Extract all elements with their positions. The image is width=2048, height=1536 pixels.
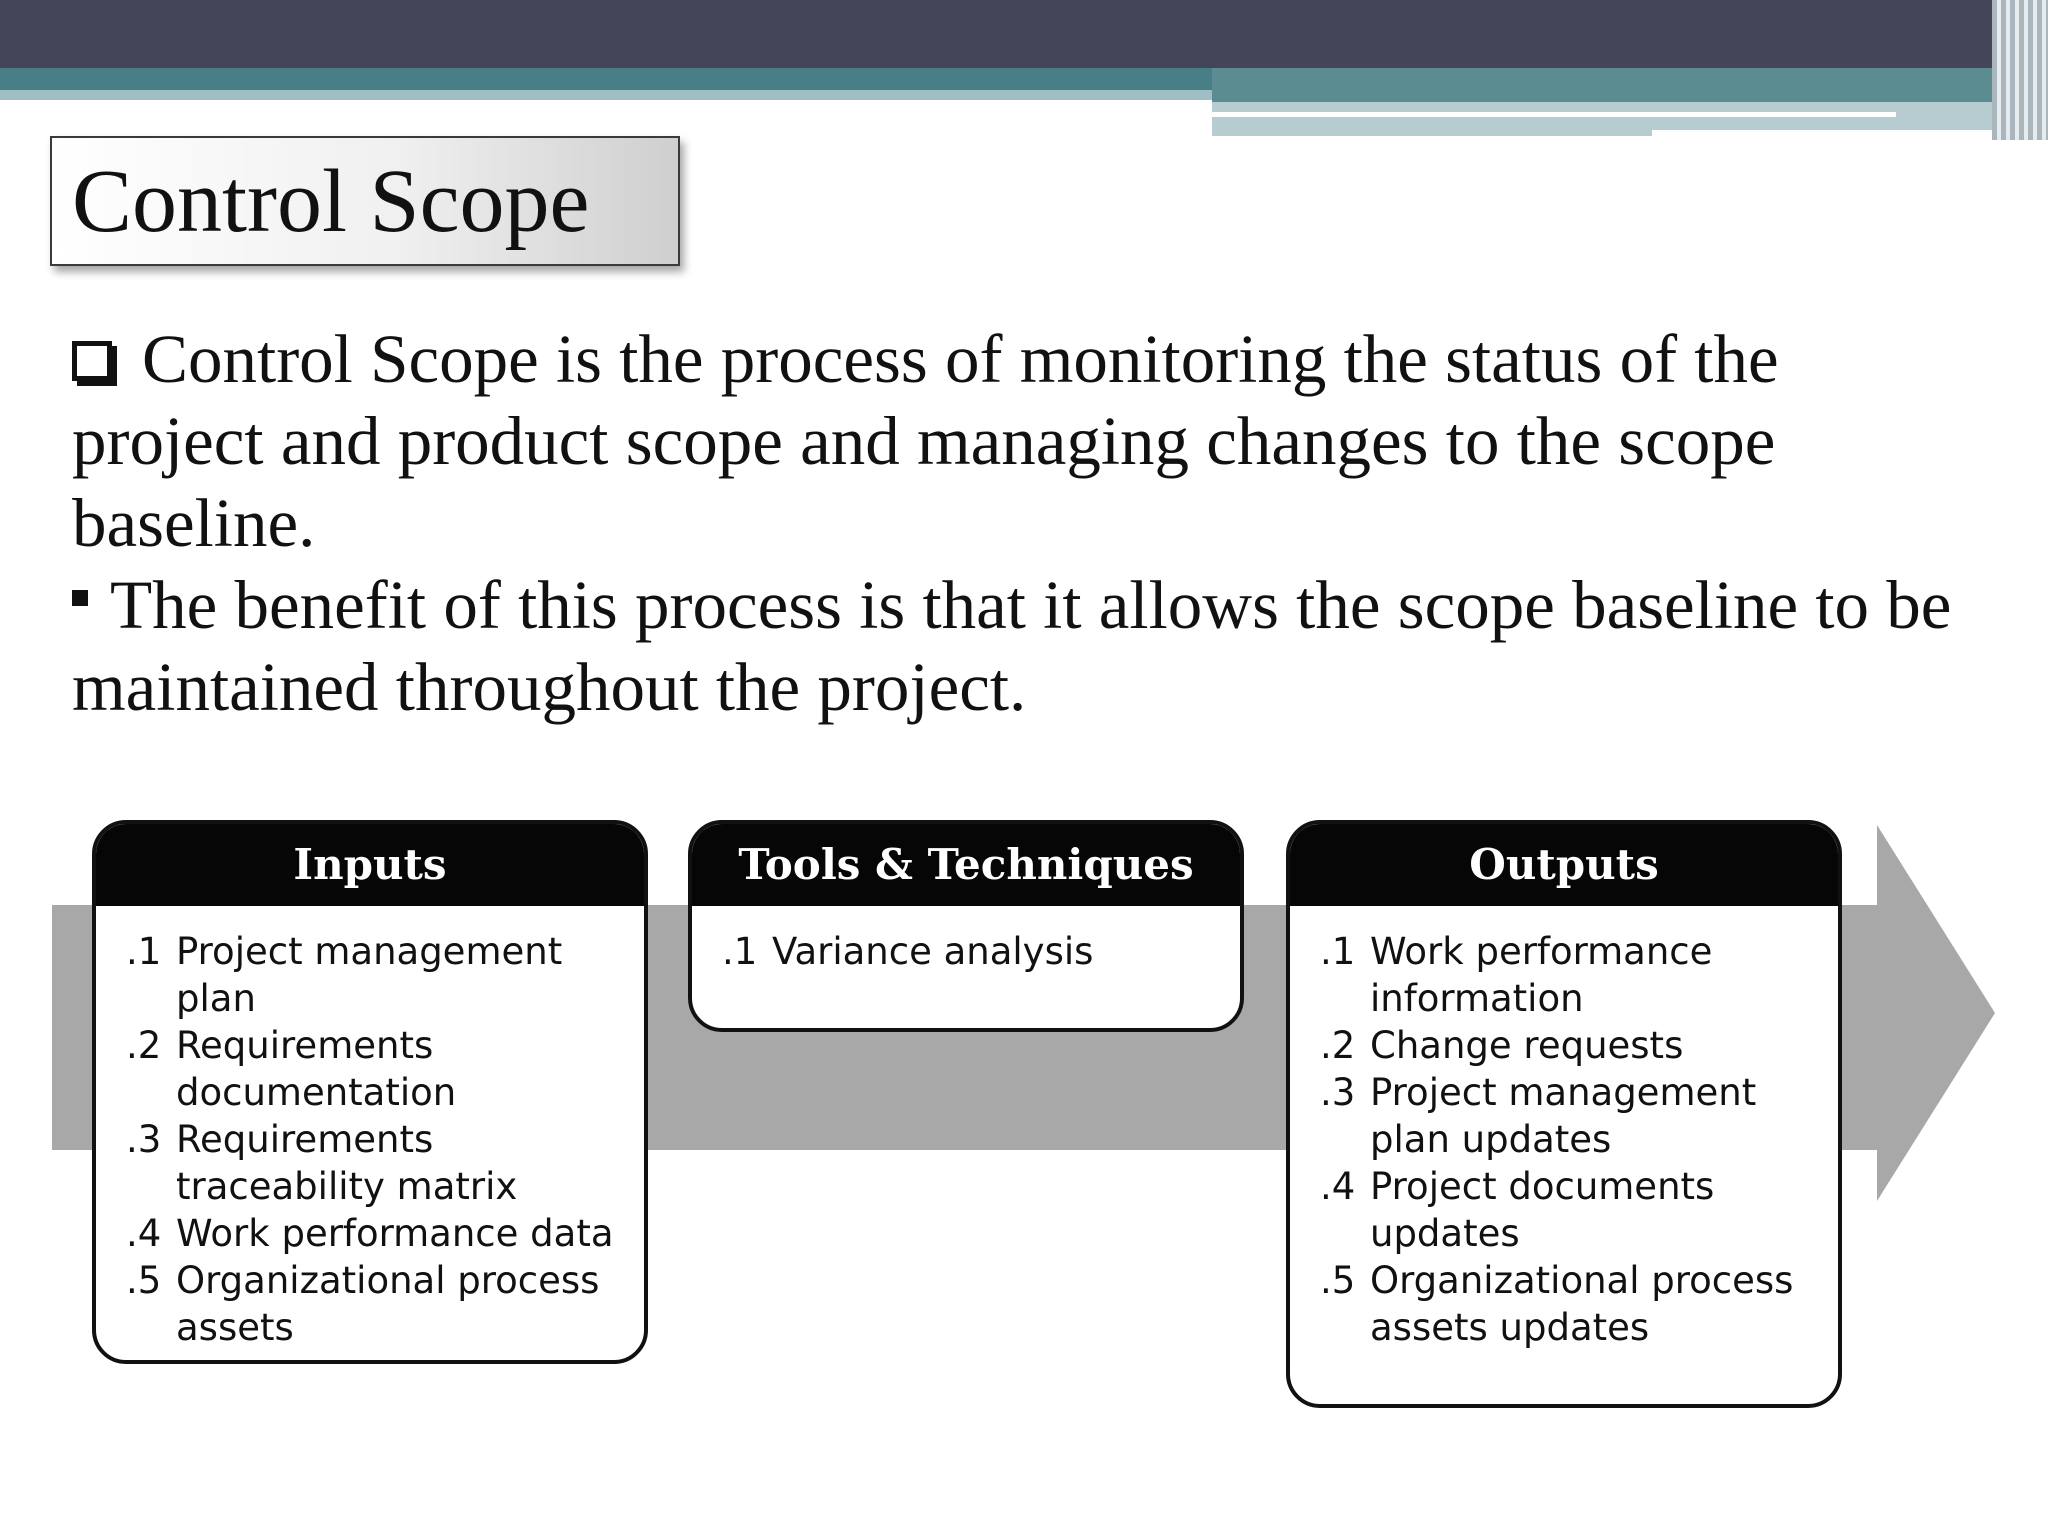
item-text: Project management plan — [176, 930, 563, 1020]
item-number: .4 — [1320, 1165, 1356, 1208]
item-number: .1 — [1320, 930, 1356, 973]
list-item — [1320, 1257, 1838, 1351]
list-item — [126, 1210, 644, 1257]
item-number: .1 — [722, 930, 758, 973]
list-item — [1320, 1022, 1838, 1069]
banner-right-line-short — [1652, 130, 2012, 138]
list-item — [1320, 1163, 1838, 1257]
body-text — [72, 318, 1972, 728]
tools-header: Tools & Techniques — [692, 824, 1240, 906]
paragraph-definition — [72, 318, 1972, 564]
top-banner — [0, 0, 2048, 68]
paragraph-benefit — [72, 564, 1972, 728]
tools-list — [692, 906, 1240, 975]
item-number: .2 — [1320, 1024, 1356, 1067]
banner-edge-stripes — [1992, 0, 2048, 140]
banner-right-stripe — [1212, 68, 2012, 102]
list-item — [126, 928, 644, 1022]
process-diagram — [52, 800, 2000, 1420]
item-text: Organizational process assets updates — [1370, 1259, 1794, 1349]
item-text: Organizational process assets — [176, 1259, 600, 1349]
item-text: Requirements traceability matrix — [176, 1118, 518, 1208]
item-text: Change requests — [1370, 1024, 1684, 1067]
list-item — [126, 1257, 644, 1351]
banner-teal-stripe — [0, 68, 1212, 90]
item-text: Work performance information — [1370, 930, 1713, 1020]
square-bullet-icon — [72, 590, 88, 606]
item-number: .3 — [126, 1118, 162, 1161]
outputs-panel — [1286, 820, 1842, 1408]
item-number: .3 — [1320, 1071, 1356, 1114]
outputs-header: Outputs — [1290, 824, 1838, 906]
item-number: .4 — [126, 1212, 162, 1255]
list-item — [1320, 928, 1838, 1022]
item-number: .2 — [126, 1024, 162, 1067]
item-number: .1 — [126, 930, 162, 973]
item-text: Requirements documentation — [176, 1024, 457, 1114]
list-item — [126, 1116, 644, 1210]
title-box — [50, 136, 680, 266]
list-item — [1320, 1069, 1838, 1163]
list-item — [126, 1022, 644, 1116]
banner-light-stripe — [0, 90, 1212, 100]
inputs-panel — [92, 820, 648, 1364]
item-text: Project management plan updates — [1370, 1071, 1757, 1161]
inputs-header: Inputs — [96, 824, 644, 906]
checkbox-bullet-icon — [72, 341, 112, 381]
banner-right-line — [1212, 112, 1896, 117]
item-text: Project documents updates — [1370, 1165, 1715, 1255]
item-number: .5 — [126, 1259, 162, 1302]
outputs-list — [1290, 906, 1838, 1351]
item-text: Work performance data — [176, 1212, 614, 1255]
paragraph-definition-text: Control Scope is the process of monitoring the status of the project and product scope and managing changes to the scope baseline. — [72, 321, 1779, 561]
list-item — [722, 928, 1240, 975]
item-number: .5 — [1320, 1259, 1356, 1302]
inputs-list — [96, 906, 644, 1351]
item-text: Variance analysis — [772, 930, 1094, 973]
slide-title: Control Scope — [72, 152, 590, 251]
tools-panel — [688, 820, 1244, 1032]
paragraph-benefit-text: The benefit of this process is that it allows the scope baseline to be maintained throughout the project. — [72, 567, 1952, 725]
